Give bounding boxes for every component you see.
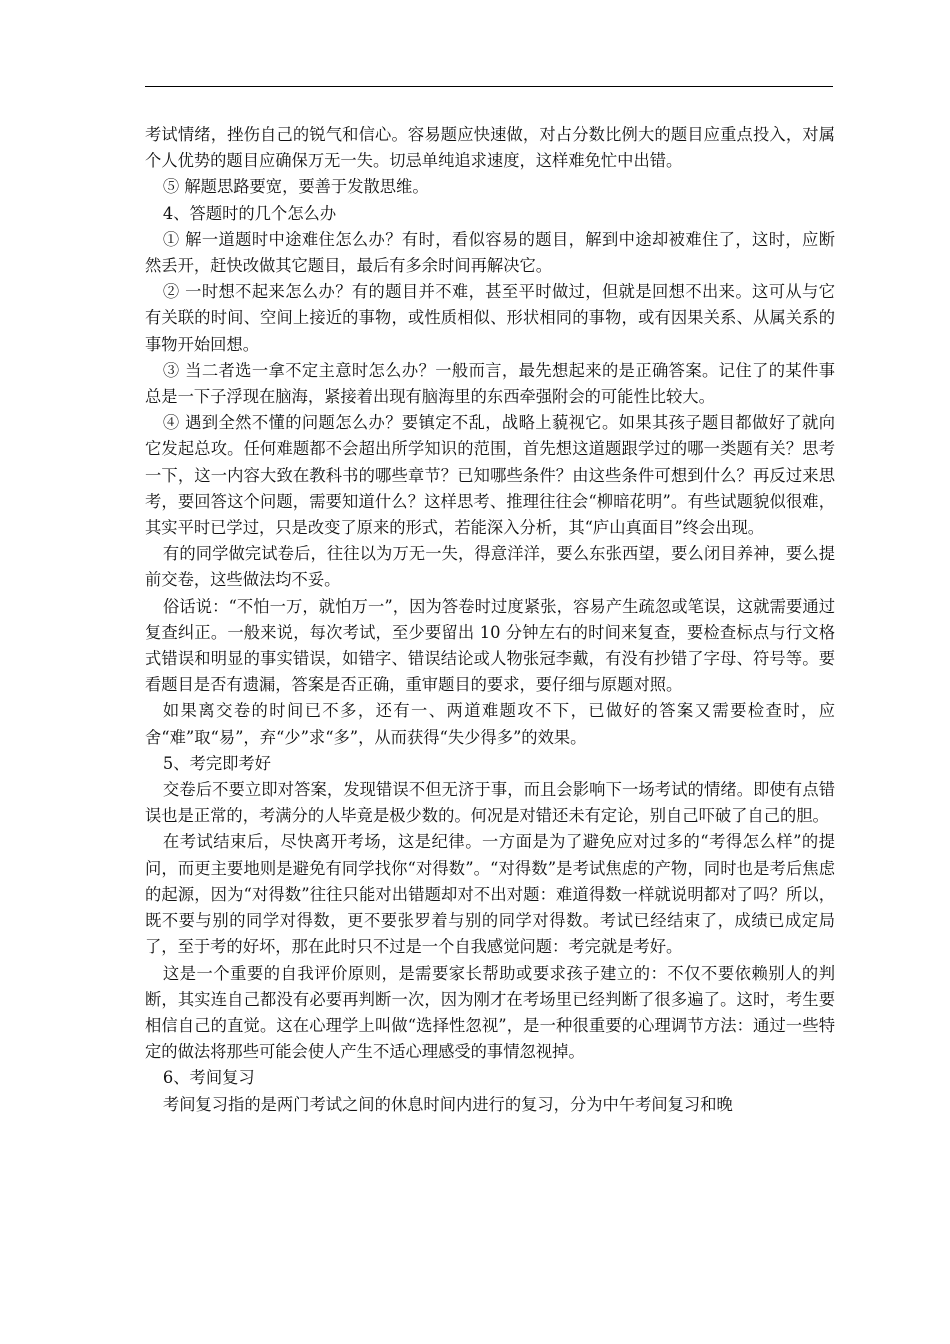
paragraph-item-3: ③ 当二者选一拿不定主意时怎么办？一般而言，最先想起来的是正确答案。记住了的某件事总是一下子浮现在脑海，紧接着出现有脑海里的东西牵强附会的可能性比较大。 (145, 360, 835, 407)
section-heading-5: 5、考完即考好 (162, 753, 271, 773)
header-rule (145, 86, 833, 87)
paragraph-truncated: 考间复习指的是两门考试之间的休息时间内进行的复习，分为中午考间复习和晚 (162, 1094, 733, 1114)
paragraph-item-5: ⑤ 解题思路要宽，要善于发散思维。 (162, 177, 429, 197)
paragraph-continuation: 考试情绪，挫伤自己的锐气和信心。容易题应快速做，对占分数比例大的题目应重点投入，对属个人优势的题目应确保万无一失。切忌单纯追求速度，这样难免忙中出错。 (145, 125, 835, 171)
section-heading-4: 4、答题时的几个怎么办 (162, 203, 337, 223)
paragraph-item-4: ④ 遇到全然不懂的问题怎么办？要镇定不乱，战略上藐视它。如果其孩子题目都做好了就向它发起总攻。任何难题都不会超出所学知识的范围，首先想这道题跟学过的哪一类题有关？思考一下，这一内容大致在教科书的哪些章节？已知哪些条件？由这些条件可想到什么？再反过来思考，要回答这个问题，需要知道什么？这样思考、推理往往会“柳暗花明”。有些试题貌似很难，其实平时已学过，只是改变了原来的形式，若能深入分析，其“庐山真面目”终会出现。 (145, 413, 835, 538)
paragraph: 有的同学做完试卷后，往往以为万无一失，得意洋洋，要么东张西望，要么闭目养神，要么提前交卷，这些做法均不妥。 (145, 544, 835, 590)
paragraph-item-2: ② 一时想不起来怎么办？有的题目并不难，甚至平时做过，但就是回想不出来。这可从与它有关联的时间、空间上接近的事物，或性质相似、形状相同的事物，或有因果关系、从属关系的事物开始回想。 (145, 282, 835, 354)
paragraph: 这是一个重要的自我评价原则，是需要家长帮助或要求孩子建立的：不仅不要依赖别人的判断，其实连自己都没有必要再判断一次，因为刚才在考场里已经判断了很多遍了。这时，考生要相信自己的直觉。这在心理学上叫做“选择性忽视”，是一种很重要的心理调节方法：通过一些特定的做法将那些可能会使人产生不适心理感受的事情忽视掉。 (145, 963, 835, 1062)
paragraph: 俗话说：“不怕一万，就怕万一”，因为答卷时过度紧张，容易产生疏忽或笔误，这就需要通过复查纠正。一般来说，每次考试，至少要留出 10 分钟左右的时间来复查，要检查标点与行文格式错误和明显的事实错误，如错字、错误结论或人物张冠李戴，有没有抄错了字母、符号等。要看题目是否有遗漏，答案是否正确，重审题目的要求，要仔细与原题对照。 (145, 596, 835, 695)
paragraph: 交卷后不要立即对答案，发现错误不但无济于事，而且会影响下一场考试的情绪。即使有点错误也是正常的，考满分的人毕竟是极少数的。何况是对错还未有定论，别自己吓破了自己的胆。 (145, 780, 835, 826)
section-heading-6: 6、考间复习 (162, 1068, 255, 1088)
paragraph: 如果离交卷的时间已不多，还有一、两道难题攻不下，已做好的答案又需要检查时，应舍“难”取“易”，弃“少”求“多”，从而获得“失少得多”的效果。 (145, 701, 835, 747)
paragraph-item-1: ① 解一道题时中途难住怎么办？有时，看似容易的题目，解到中途却被难住了，这时，应断然丢开，赶快改做其它题目，最后有多余时间再解决它。 (145, 229, 835, 276)
paragraph: 在考试结束后，尽快离开考场，这是纪律。一方面是为了避免应对过多的“考得怎么样”的提问，而更主要地则是避免有同学找你“对得数”。“对得数”是考试焦虑的产物，同时也是考后焦虑的起源，因为“对得数”往往只能对出错题却对不出对题：难道得数一样就说明都对了吗？所以，既不要与别的同学对得数，更不要张罗着与别的同学对得数。考试已经结束了，成绩已成定局了，至于考的好坏，那在此时只不过是一个自我感觉问题：考完就是考好。 (145, 832, 835, 957)
document-body (145, 122, 835, 1118)
